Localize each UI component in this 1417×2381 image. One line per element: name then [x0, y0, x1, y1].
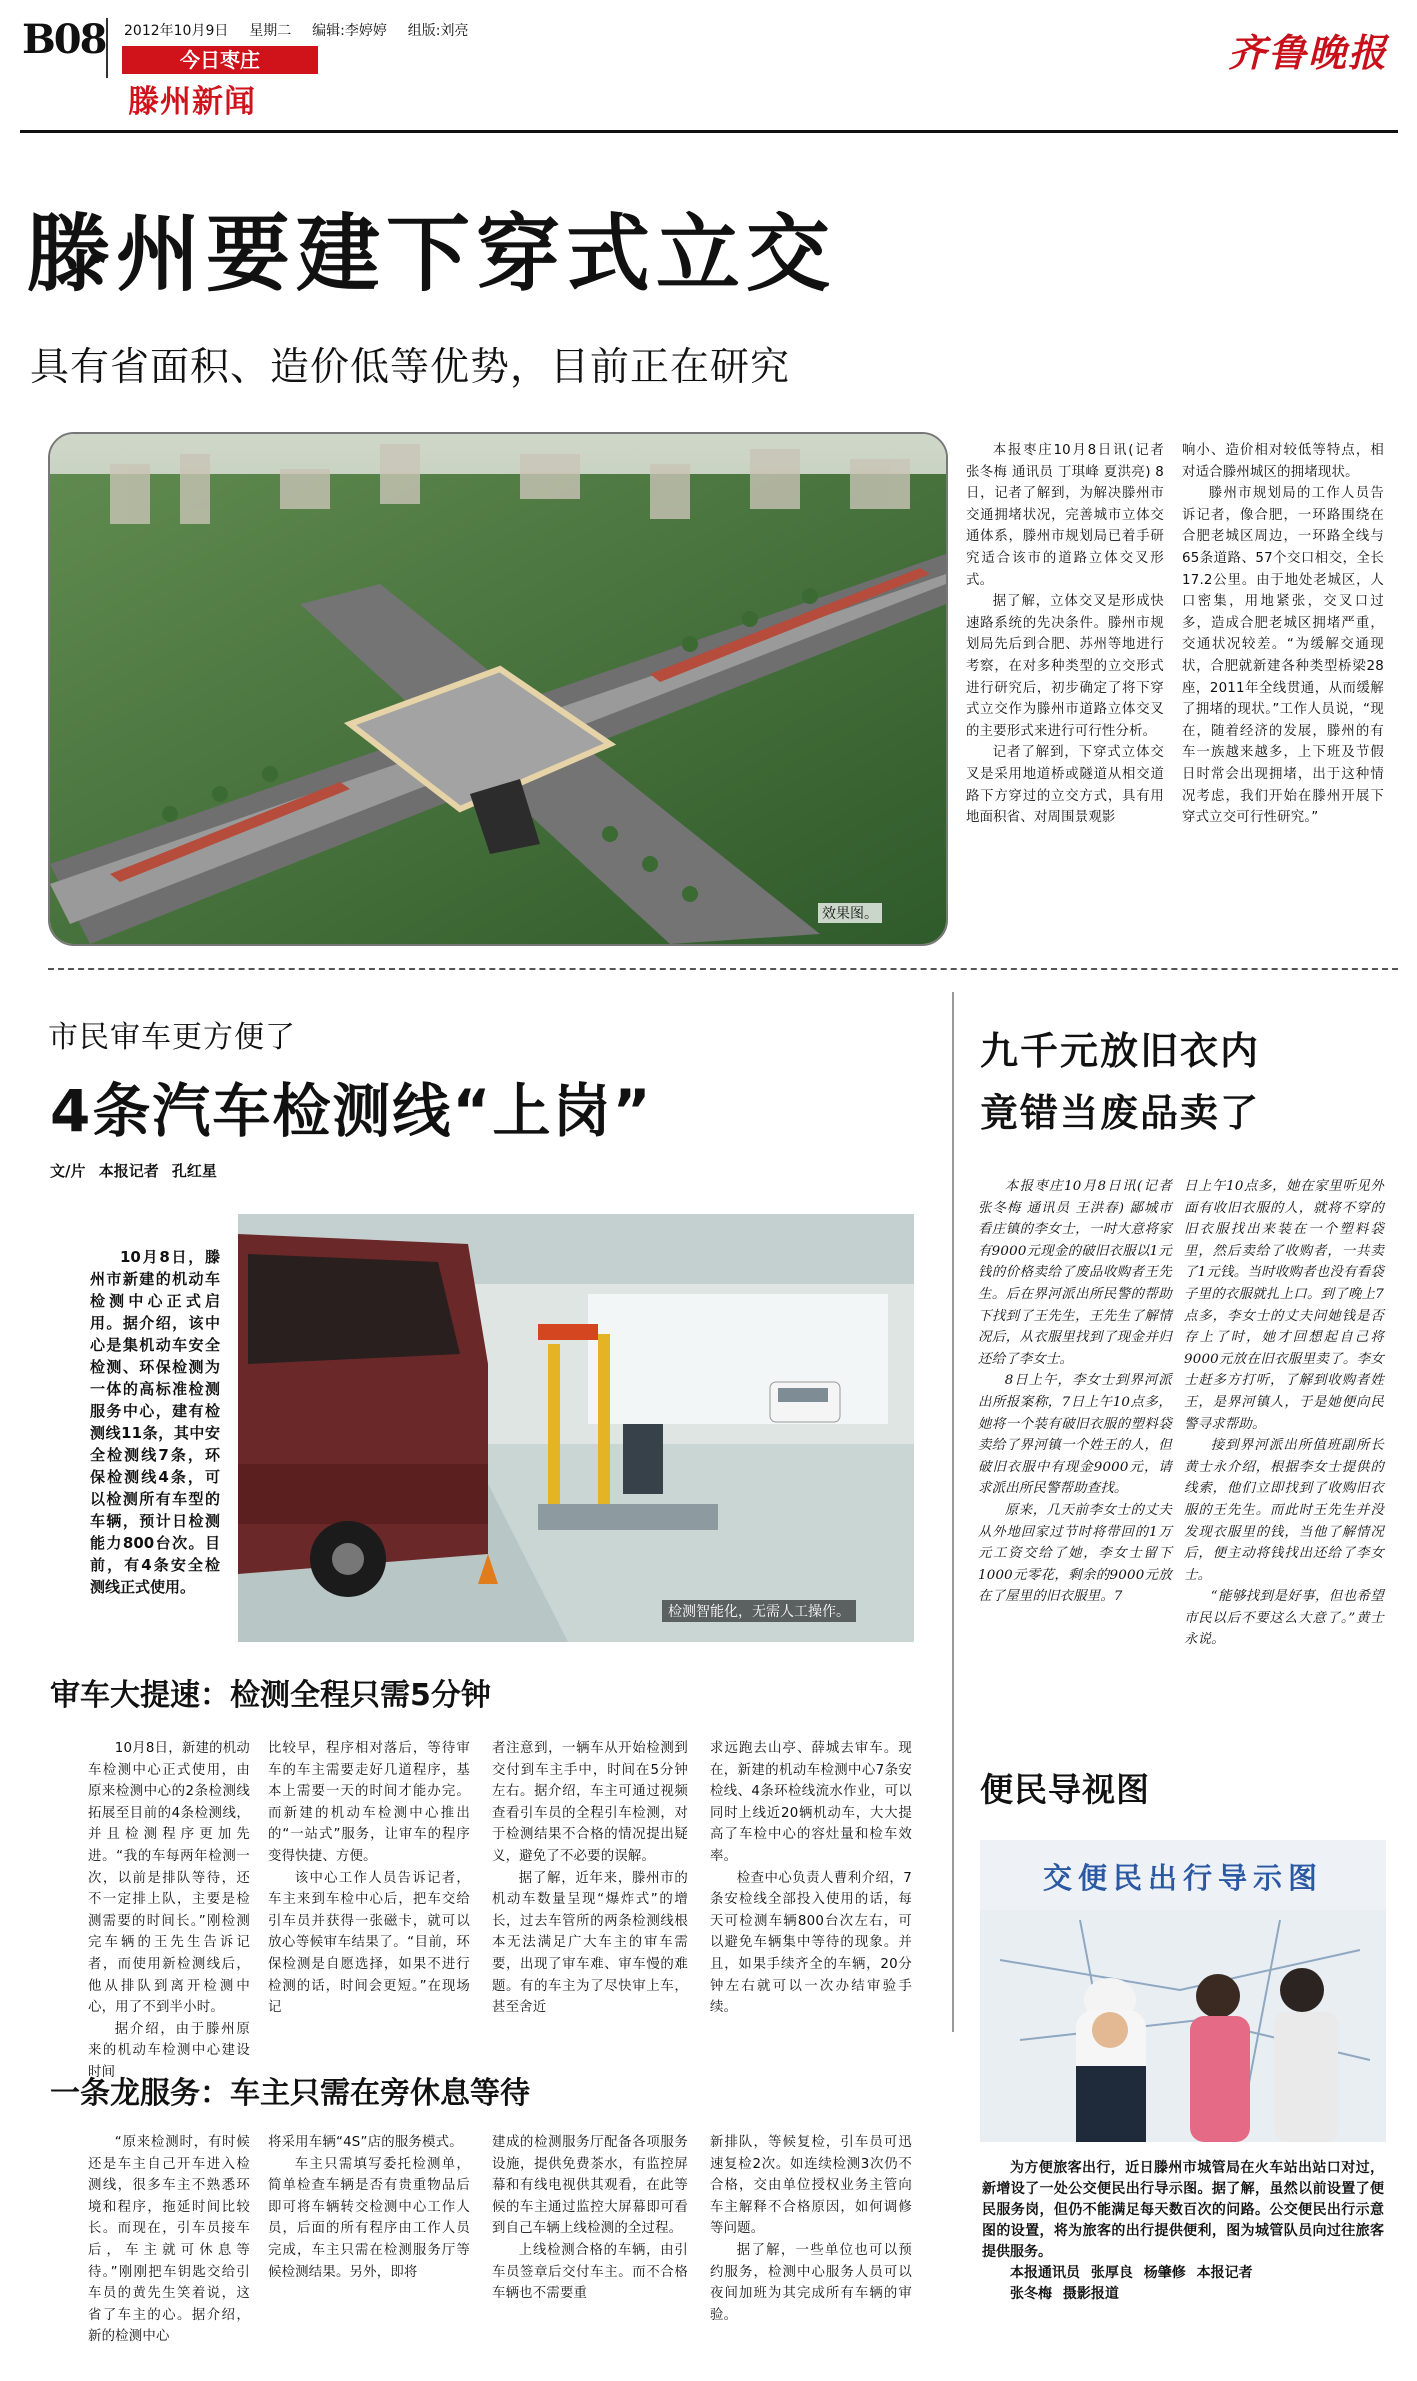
story4-caption: 为方便旅客出行，近日滕州市城管局在火车站出站口对过，新增设了一处公交便民出行导示图。据了解，虽然以前设置了便民服务岗，但仍不能满足每天数百次的问路。公交便民出行示意图的设置，将为旅客的出行提供便利，图为城管队员向过往旅客提供服务。	[982, 2160, 1384, 2260]
story3-paragraph: 接到界河派出所值班副所长黄士永介绍，根据李女士提供的线索，他们立即找到了收购旧衣服的王先生。而此时王先生并没发现衣服里的钱，当他了解情况后，便主动将钱找出还给了李女士。	[1184, 1438, 1384, 1583]
sub1-paragraph: 检查中心负责人曹利介绍，7条安检线全部投入使用的话，每天可检测车辆800台次左右，可以避免车辆集中等待的现象。并且，如果手续齐全的车辆，20分钟左右就可以一次办结审验手续。	[710, 1870, 912, 2016]
lead-bottom-divider	[48, 968, 1398, 970]
story3-paragraph: “能够找到是好事，但也希望市民以后不要这么大意了。”黄士永说。	[1184, 1589, 1384, 1648]
lead-paragraph: 记者了解到，下穿式立体交叉是采用地道桥或隧道从相交道路下方穿过的立交方式，具有用地面积省、对周围景观影	[966, 745, 1164, 826]
section-tag: 今日枣庄	[122, 46, 318, 74]
paper-logo: 齐鲁晚报	[1228, 30, 1389, 75]
sub1-column-4	[710, 1738, 912, 2019]
story2-intro-text: 10月8日，滕州市新建的机动车检测中心正式启用。据介绍，该中心是集机动车安全检测、环保检测为一体的高标准检测服务中心，建有检测线11条，其中安全检测线7条，环保检测线4条，可以检测所有车型的车辆，预计日检测能力800台次。目前，有4条安全检测线正式使用。	[90, 1248, 220, 1596]
lead-subheadline: 具有省面积、造价低等优势，目前正在研究	[30, 345, 791, 390]
story3-paragraph: 8日上午，李女士到界河派出所报案称，7日上午10点多，她将一个装有破旧衣服的塑料袋卖给了界河镇一个姓王的人，但破旧衣服中有现金9000元，请求派出所民警帮助查找。	[978, 1373, 1172, 1497]
sub2-paragraph: 上线检测合格的车辆，由引车员签章后交付车主。而不合格车辆也不需要重	[492, 2242, 688, 2302]
story4-credit-2: 张冬梅 摄影报道	[1010, 2286, 1119, 2302]
story4-headline: 便民导视图	[980, 1770, 1150, 1809]
column-divider	[952, 992, 954, 2032]
story2-kicker: 市民审车更方便了	[48, 1020, 296, 1055]
lead-text-column-2	[1182, 440, 1384, 829]
sub2-column-1	[88, 2132, 250, 2348]
masthead-rule	[20, 130, 1398, 133]
sub2-paragraph: 新排队，等候复检，引车员可迅速复检2次。如连续检测3次仍不合格，交由单位授权业务主管向车主解释不合格原因，如何调修等问题。	[710, 2135, 912, 2237]
story2-subhead-1: 审车大提速：检测全程只需5分钟	[50, 1678, 491, 1713]
inspection-station-photo	[236, 1212, 916, 1644]
sub1-column-2	[268, 1738, 470, 2019]
story3-paragraph: 日上午10点多，她在家里听见外面有收旧衣服的人，就将不穿的旧衣服找出来装在一个塑料袋里，然后卖给了收购者，一共卖了1元钱。当时收购者也没有看袋子里的衣服就扎上口。到了晚上7点多，李女士的丈夫问她钱是否存上了时，她才回想起自己将9000元放在旧衣服里卖了。李女士赶多方打听，了解到收购者姓王，是界河镇人，于是她便向民警寻求帮助。	[1184, 1179, 1384, 1432]
sub2-column-4	[710, 2132, 912, 2326]
story4-credit-1: 本报通讯员 张厚良 杨肇修 本报记者	[1010, 2265, 1253, 2281]
story2-photo-caption: 检测智能化，无需人工操作。	[662, 1600, 856, 1622]
sub1-column-3	[492, 1738, 688, 2019]
masthead-divider	[106, 18, 108, 78]
story3-paragraph: 原来，几天前李女士的丈夫从外地回家过节时将带回的1万元工资交给了她，李女士留下1000元零花，剩余的9000元放在了屋里的旧衣服里。7	[978, 1502, 1172, 1605]
issue-date: 2012年10月9日	[124, 23, 229, 39]
sub1-column-1	[88, 1738, 250, 2084]
sub1-paragraph: 据介绍，由于滕州原来的机动车检测中心建设时间	[88, 2021, 250, 2080]
issue-weekday: 星期二	[249, 23, 292, 39]
guide-sign-title: 交便民出行导示图	[1042, 1861, 1323, 1895]
sub2-paragraph: 据了解，一些单位也可以预约服务，检测中心服务人员可以夜间加班为其完成所有车辆的审验。	[710, 2242, 912, 2323]
issue-info	[124, 20, 469, 40]
lead-paragraph: 响小、造价相对较低等特点，相对适合滕州城区的拥堵现状。	[1182, 443, 1384, 480]
issue-editor: 编辑:李婷婷	[312, 23, 387, 39]
story2-intro	[90, 1246, 220, 1598]
story3-headline-line1: 九千元放旧衣内	[980, 1029, 1261, 1073]
sub1-paragraph: 比较早，程序相对落后，等待审车的车主需要走好几道程序，基本上需要一天的时间才能办完。而新建的机动车检测中心推出的“一站式”服务，让审车的程序变得快捷、方便。	[268, 1741, 470, 1864]
story3-paragraph: 本报枣庄10月8日讯(记者 张冬梅 通讯员 王洪春) 鄙城市看庄镇的李女士，一时大意将家有9000元现金的破旧衣服以1元钱的价格卖给了废品收购者王先生。后在界河派出所民警的帮助下找到了王先生，王先生了解情况后，从衣服里找到了现金并归还给了李女士。	[978, 1179, 1172, 1367]
guide-map-photo	[978, 1838, 1388, 2144]
lead-image-caption: 效果图。	[818, 903, 882, 923]
story2-byline: 文/片 本报记者 孔红星	[50, 1162, 217, 1180]
story2-subhead-2: 一条龙服务：车主只需在旁休息等待	[50, 2076, 530, 2111]
lead-headline: 滕州要建下穿式立交	[26, 205, 837, 303]
sub2-paragraph: 车主只需填写委托检测单，简单检查车辆是否有贵重物品后即可将车辆转交检测中心工作人员，后面的所有程序由工作人员完成，车主只需在检测服务厅等候检测结果。另外，即将	[268, 2156, 470, 2280]
section-name: 滕州新闻	[128, 84, 256, 120]
lead-paragraph: 据了解，立体交叉是形成快速路系统的先决条件。滕州市规划局先后到合肥、苏州等地进行考察，在对多种类型的立交形式进行研究后，初步确定了将下穿式立交作为滕州市道路立体交叉的主要形式来进行可行性分析。	[966, 594, 1164, 739]
page-number: B08	[22, 16, 106, 63]
lead-paragraph: 本报枣庄10月8日讯(记者 张冬梅 通讯员 丁琪峰 夏洪亮) 8日，记者了解到，为解决滕州市交通拥堵状况，完善城市立体交通体系，滕州市规划局已着手研究适合该市的道路立体交叉形式。	[966, 443, 1164, 588]
sub1-paragraph: 求远跑去山亭、薛城去审车。现在，新建的机动车检测中心7条安检线、4条环检线流水作业，可以同时上线近20辆机动车，大大提高了车检中心的容灶量和检车效率。	[710, 1741, 912, 1864]
sub1-paragraph: 该中心工作人员告诉记者，车主来到车检中心后，把车交给引车员并获得一张磁卡，就可以放心等候审车结果了。“目前，环保检测是自愿选择，如果不进行检测的话，时间会更短。”在现场记	[268, 1870, 470, 2016]
lead-paragraph: 滕州市规划局的工作人员告诉记者，像合肥，一环路围绕在合肥老城区周边，一环路全线与65条道路、57个交口相交，全长17.2公里。由于地处老城区，人口密集，用地紧张，交叉口过多，造成合肥老城区拥堵严重，交通状况较差。“为缓解交通现状，合肥就新建各种类型桥梁28座，2011年全线贯通，从而缓解了拥堵的现状。”工作人员说，“现在，随着经济的发展，滕州的有车一族越来越多，上下班及节假日时常会出现拥堵，出于这种情况考虑，我们开始在滕州开展下穿式立交可行性研究。”	[1182, 486, 1384, 826]
issue-layout: 组版:刘亮	[407, 23, 469, 39]
lead-rendering-svg	[50, 434, 946, 944]
story2-headline: 4条汽车检测线“上岗”	[50, 1077, 653, 1145]
sub1-paragraph: 据了解，近年来，滕州市的机动车数量呈现“爆炸式”的增长，过去车管所的两条检测线根本无法满足广大车主的审车需要，出现了审车难、审车慢的难题。有的车主为了尽快审上车，甚至舍近	[492, 1870, 688, 2016]
story3-column-2	[1184, 1176, 1384, 1651]
sub2-paragraph: 建成的检测服务厅配备各项服务设施，提供免费茶水，有监控屏幕和有线电视供其观看，在此等候的车主通过监控大屏幕即可看到自己车辆上线检测的全过程。	[492, 2135, 688, 2237]
story3-column-1	[978, 1176, 1172, 1608]
sub1-paragraph: 10月8日，新建的机动车检测中心正式使用，由原来检测中心的2条检测线拓展至目前的4条检测线，并且检测程序更加先进。“我的车每两年检测一次，以前是排队等待，还不一定排上队，主要是检测需要的时间长。”刚检测完车辆的王先生告诉记者，而使用新检测线后，他从排队到离开检测中心，用了不到半小时。	[88, 1741, 250, 2016]
sub2-column-2	[268, 2132, 470, 2283]
sub2-column-3	[492, 2132, 688, 2305]
inspection-station-svg	[238, 1214, 914, 1642]
story3-headline-line2: 竟错当废品卖了	[980, 1091, 1261, 1135]
sub1-paragraph: 者注意到，一辆车从开始检测到交付到车主手中，时间在5分钟左右。据介绍，车主可通过视频查看引车员的全程引车检测，对于检测结果不合格的情况提出疑义，避免了不必要的误解。	[492, 1741, 688, 1864]
sub2-paragraph: “原来检测时，有时候还是车主自己开车进入检测线，很多车主不熟悉环境和程序，拖延时间比较长。而现在，引车员接车后，车主就可休息等待。”刚刚把车钥匙交给引车员的黄先生笑着说，这省了车主的心。据介绍，新的检测中心	[88, 2135, 250, 2345]
story4-caption-block	[982, 2158, 1384, 2305]
lead-text-column-1	[966, 440, 1164, 829]
lead-rendering-image	[48, 432, 948, 946]
sub2-paragraph: 将采用车辆“4S”店的服务模式。	[268, 2135, 463, 2150]
